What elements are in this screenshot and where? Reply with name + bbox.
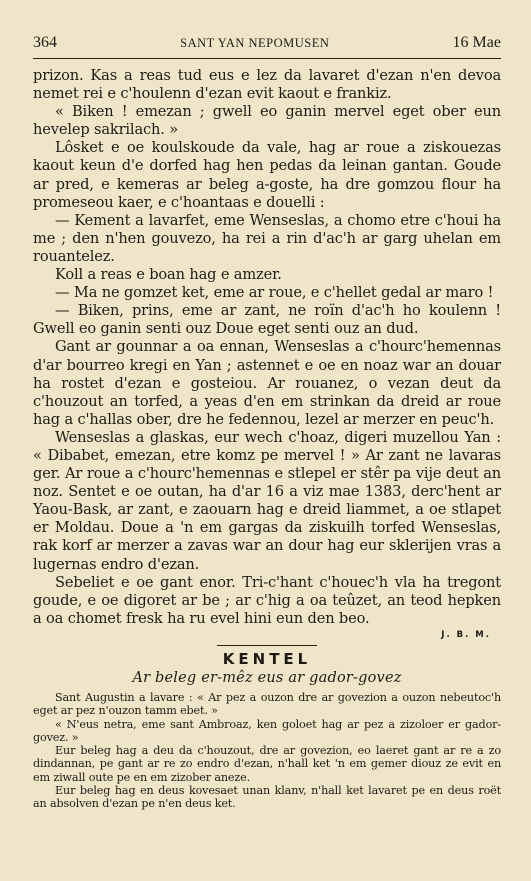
section-subtitle: Ar beleg er-mêz eus ar gador-govez (132, 669, 402, 686)
section-title: KENTEL (222, 649, 312, 668)
lesson-text (33, 691, 501, 811)
section-divider (217, 645, 317, 646)
feast-date: 16 Mae (452, 34, 501, 51)
paragraph: — Biken, prins, eme ar zant, ne roïn d'ac'h ho koulenn ! Gwell eo ganin senti ouz Doue eget senti ouz an dud. (33, 302, 501, 338)
paragraph: Lôsket e oe koulskoude da vale, hag ar roue a ziskouezas kaout keun d'e dorfed hag hen pedas da leinan gantan. Goude ar pred, e kemeras ar beleg a-goste, ha dre gomzou flour ha promeseou kaer, e c'hoantaas e douelli : (33, 139, 501, 211)
lesson-paragraph: « N'eus netra, eme sant Ambroaz, ken goloet hag ar pez a zizoloer er gador-govez. » (33, 717, 501, 744)
paragraph: Gant ar gounnar a oa ennan, Wenseslas a c'hourc'hemennas d'ar bourreo kregi en Yan ; astennet e oe en noaz war an douar ha rostet d'ezan e gosteiou. Ar rouanez, o vezan deut da c'houzout an torfed, a yeas d'en em strinkan da dreid ar roue hag a c'hallas ober, dre he fedennou, lezel ar merzer en peuc'h. (33, 338, 501, 428)
lesson-paragraph: Eur beleg hag en deus kovesaet unan klanv, n'hall ket lavaret pe en deus roët an absolven d'ezan pe n'en deus ket. (33, 783, 501, 811)
lesson-paragraph: Sant Augustin a lavare : « Ar pez a ouzon dre ar govezion a ouzon nebeutoc'h eget ar pez n'ouzon tamm ebet. » (33, 690, 501, 718)
paragraph: Koll a reas e boan hag e amzer. (55, 266, 282, 284)
paragraph: Sebeliet e oe gant enor. Tri-c'hant c'houec'h vla ha tregont goude, e oe digoret ar be ; ar c'hig a oa teûzet, an teod hepken a oa chomet fresk ha ru evel hini eun den beo. (33, 573, 501, 627)
paragraph: « Biken ! emezan ; gwell eo ganin mervel eget ober eun hevelep sakrilach. » (33, 103, 501, 139)
author-signature: J. B. M. (441, 629, 491, 640)
running-title: SANT YAN NEPOMUSEN (180, 36, 330, 50)
paragraph: Wenseslas a glaskas, eur wech c'hoaz, digeri muzellou Yan : « Dibabet, emezan, etre komz pe mervel ! » Ar zant ne lavaras ger. Ar roue a c'hourc'hemennas e stlepel er stêr pa vije deut an noz. Sentet e oe outan, ha d'ar 16 a viz mae 1383, derc'hent ar Yaou-Bask, ar zant, e zaouarn hag e dreid liammet, a oe stlapet er Moldau. Doue a 'n em gargas da ziskuilh torfed Wenseslas, rak korf ar merzer a zavas war an dour hag eur sklerijen vras a lugernas endro d'ezan. (33, 428, 501, 573)
paragraph: — Ma ne gomzet ket, eme ar roue, e c'hellet gedal ar maro ! (55, 284, 494, 302)
page-number: 364 (33, 34, 57, 51)
lesson-paragraph: Eur beleg hag a deu da c'houzout, dre ar govezion, eo laeret gant ar re a zo dindannan, pe gant ar re zo endro d'ezan, n'hall ket 'n em gemer diouz ze evit en em ziwall oute pe en em zizober aneze. (33, 744, 501, 784)
main-text (33, 67, 501, 628)
paragraph: prizon. Kas a reas tud eus e lez da lavaret d'ezan n'en devoa nemet rei e c'houlenn d'ezan evit kaout e frankiz. (33, 67, 501, 103)
paragraph: — Kement a lavarfet, eme Wenseslas, a chomo etre c'houi ha me ; den n'hen gouvezo, ha rei a rin d'ac'h ar garg uhelan em rouantelez. (33, 211, 501, 265)
running-header (33, 34, 501, 59)
